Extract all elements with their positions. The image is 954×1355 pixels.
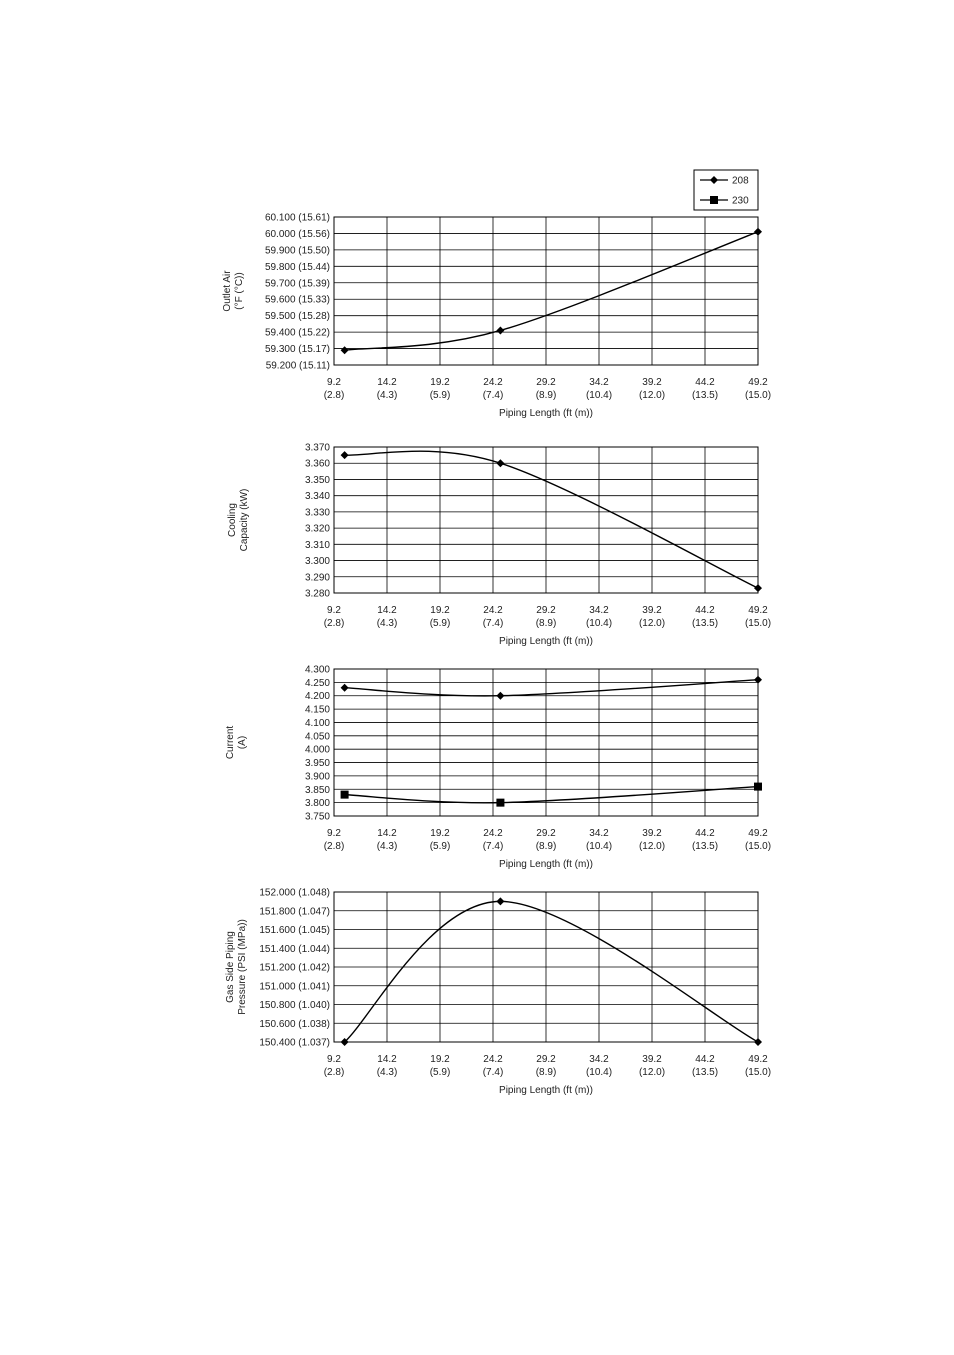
x-tick-label: 44.2 (695, 605, 715, 616)
y-tick-label: 3.280 (304, 588, 330, 600)
y-axis-label (225, 726, 248, 760)
y-tick-label: 60.000 (15.56) (264, 228, 330, 240)
y-axis-label (227, 489, 250, 552)
x-tick-sublabel: (13.5) (691, 841, 719, 852)
x-axis-label: Piping Length (ft (m)) (499, 408, 593, 419)
y-tick-label: 151.000 (1.041) (259, 981, 330, 993)
data-point (496, 459, 504, 467)
y-tick-label: 3.310 (304, 539, 330, 551)
y-axis-label-line: Cooling (227, 503, 238, 537)
y-tick-label: 4.300 (304, 664, 330, 676)
x-tick-sublabel: (2.8) (323, 618, 345, 629)
x-tick-label: 9.2 (327, 605, 341, 616)
data-point (341, 451, 349, 459)
x-tick-sublabel: (4.3) (376, 618, 398, 629)
y-tick-label: 4.050 (304, 731, 330, 743)
y-axis-label-line: Outlet Air (222, 270, 233, 312)
x-tick-sublabel: (13.5) (691, 390, 719, 401)
y-tick-label: 150.400 (1.037) (259, 1037, 330, 1049)
x-tick-sublabel: (4.3) (376, 841, 398, 852)
y-tick-label: 152.000 (1.048) (259, 887, 330, 899)
y-axis-label (222, 270, 245, 312)
legend (694, 170, 758, 210)
data-point (496, 897, 504, 905)
y-axis-label-line: (A) (237, 735, 248, 750)
y-tick-label: 3.360 (304, 458, 330, 470)
x-tick-sublabel: (13.5) (691, 618, 719, 629)
x-tick-sublabel: (15.0) (744, 1067, 772, 1078)
x-tick-sublabel: (2.8) (323, 390, 345, 401)
data-point (754, 783, 762, 791)
y-tick-label: 59.900 (15.50) (264, 245, 330, 257)
y-axis-label-line: Pressure (PSI (MPa)) (237, 919, 248, 1015)
chart-4 (225, 888, 771, 1097)
x-tick-label: 14.2 (377, 605, 397, 616)
x-tick-label: 39.2 (642, 377, 662, 388)
x-tick-sublabel: (5.9) (429, 841, 451, 852)
x-tick-sublabel: (15.0) (744, 390, 772, 401)
x-tick-sublabel: (2.8) (323, 841, 345, 852)
chart-3 (225, 665, 771, 871)
x-tick-sublabel: (10.4) (585, 618, 613, 629)
y-tick-label: 3.300 (304, 556, 330, 568)
x-tick-label: 39.2 (642, 605, 662, 616)
y-tick-label: 59.300 (15.17) (264, 344, 330, 356)
x-tick-sublabel: (12.0) (638, 390, 666, 401)
y-tick-label: 3.330 (304, 507, 330, 519)
x-tick-sublabel: (13.5) (691, 1067, 719, 1078)
x-tick-label: 39.2 (642, 828, 662, 839)
x-tick-label: 14.2 (377, 1054, 397, 1065)
x-tick-label: 29.2 (536, 828, 556, 839)
y-axis-label-line: Current (225, 725, 236, 760)
y-tick-label: 4.250 (304, 677, 330, 689)
x-tick-sublabel: (2.8) (323, 1067, 345, 1078)
x-tick-label: 24.2 (483, 828, 503, 839)
x-tick-sublabel: (5.9) (429, 390, 451, 401)
data-point (496, 799, 504, 807)
y-tick-label: 4.150 (304, 704, 330, 716)
x-axis-label: Piping Length (ft (m)) (499, 636, 593, 647)
y-tick-label: 151.800 (1.047) (259, 906, 330, 918)
x-tick-sublabel: (8.9) (535, 390, 557, 401)
y-tick-label: 59.400 (15.22) (264, 327, 330, 339)
y-tick-label: 151.200 (1.042) (259, 962, 330, 974)
x-tick-label: 49.2 (748, 1054, 768, 1065)
y-tick-label: 150.800 (1.040) (259, 1000, 330, 1011)
x-tick-sublabel: (4.3) (376, 1067, 398, 1078)
x-tick-label: 19.2 (430, 377, 450, 388)
x-tick-label: 9.2 (327, 828, 341, 839)
y-tick-label: 59.600 (15.33) (264, 294, 330, 306)
x-tick-label: 24.2 (483, 1054, 503, 1065)
x-tick-label: 29.2 (536, 377, 556, 388)
series-line-1 (345, 451, 758, 588)
y-tick-label: 3.900 (304, 771, 330, 783)
y-axis-label-line: Capacity (kW) (239, 488, 250, 552)
x-tick-label: 9.2 (327, 1054, 341, 1065)
x-tick-label: 19.2 (430, 605, 450, 616)
data-point (754, 584, 762, 592)
x-tick-sublabel: (7.4) (482, 390, 504, 401)
data-point (341, 684, 349, 692)
y-tick-label: 150.600 (1.038) (259, 1018, 330, 1030)
x-tick-label: 14.2 (377, 828, 397, 839)
y-tick-label: 3.750 (304, 811, 330, 823)
data-point (341, 791, 349, 799)
y-tick-label: 59.700 (15.39) (264, 278, 330, 290)
x-tick-sublabel: (7.4) (482, 618, 504, 629)
y-tick-label: 3.800 (304, 798, 330, 810)
chart-2 (227, 443, 771, 648)
x-tick-sublabel: (7.4) (482, 1067, 504, 1078)
x-tick-label: 9.2 (327, 377, 341, 388)
x-tick-sublabel: (5.9) (429, 1067, 451, 1078)
x-tick-label: 24.2 (483, 605, 503, 616)
y-tick-label: 4.200 (304, 691, 330, 703)
x-tick-label: 19.2 (430, 1054, 450, 1065)
y-axis-label (225, 919, 248, 1015)
x-tick-sublabel: (12.0) (638, 618, 666, 629)
x-tick-sublabel: (8.9) (535, 1067, 557, 1078)
x-tick-sublabel: (7.4) (482, 841, 504, 852)
x-tick-sublabel: (10.4) (585, 1067, 613, 1078)
y-tick-label: 59.200 (15.11) (265, 360, 330, 372)
x-tick-label: 34.2 (589, 828, 609, 839)
x-tick-sublabel: (15.0) (744, 618, 772, 629)
x-tick-label: 29.2 (536, 1054, 556, 1065)
x-tick-label: 49.2 (748, 605, 768, 616)
y-tick-label: 4.100 (304, 717, 330, 729)
x-tick-sublabel: (10.4) (585, 390, 613, 401)
y-tick-label: 59.800 (15.44) (264, 261, 330, 273)
x-tick-label: 34.2 (589, 1054, 609, 1065)
legend-marker-square (710, 196, 718, 204)
x-tick-sublabel: (10.4) (585, 841, 613, 852)
x-tick-sublabel: (8.9) (535, 841, 557, 852)
x-tick-label: 34.2 (589, 605, 609, 616)
y-tick-label: 3.340 (304, 491, 330, 503)
x-tick-label: 49.2 (748, 377, 768, 388)
series-line-1 (345, 901, 758, 1042)
y-tick-label: 151.400 (1.044) (259, 943, 330, 955)
x-tick-label: 29.2 (536, 605, 556, 616)
data-point (754, 1038, 762, 1046)
y-tick-label: 3.320 (304, 523, 330, 535)
x-tick-label: 34.2 (589, 377, 609, 388)
y-tick-label: 59.500 (15.28) (264, 311, 330, 323)
y-tick-label: 3.950 (304, 758, 330, 770)
y-tick-label: 60.100 (15.61) (264, 212, 330, 224)
x-tick-label: 49.2 (748, 828, 768, 839)
y-tick-label: 3.370 (304, 442, 330, 454)
x-tick-label: 44.2 (695, 828, 715, 839)
x-tick-label: 44.2 (695, 1054, 715, 1065)
legend-label: 208 (732, 175, 749, 187)
x-tick-sublabel: (15.0) (744, 841, 772, 852)
data-point (754, 228, 762, 236)
data-point (496, 326, 504, 334)
x-tick-label: 24.2 (483, 377, 503, 388)
y-tick-label: 3.850 (304, 784, 330, 796)
x-tick-label: 44.2 (695, 377, 715, 388)
x-tick-label: 19.2 (430, 828, 450, 839)
x-axis-label: Piping Length (ft (m)) (499, 1085, 593, 1096)
x-tick-label: 14.2 (377, 377, 397, 388)
y-tick-label: 4.000 (304, 744, 330, 756)
y-axis-label-line: (°F (°C)) (234, 272, 245, 310)
x-tick-sublabel: (5.9) (429, 618, 451, 629)
data-point (341, 346, 349, 354)
x-tick-label: 39.2 (642, 1054, 662, 1065)
data-point (496, 692, 504, 700)
chart-1 (222, 213, 771, 420)
x-tick-sublabel: (12.0) (638, 1067, 666, 1078)
y-tick-label: 151.600 (1.045) (259, 925, 330, 936)
y-tick-label: 3.350 (304, 474, 330, 486)
y-axis-label-line: Gas Side Piping (225, 931, 236, 1003)
x-tick-sublabel: (12.0) (638, 841, 666, 852)
y-tick-label: 3.290 (304, 572, 330, 584)
x-tick-sublabel: (4.3) (376, 390, 398, 401)
x-axis-label: Piping Length (ft (m)) (499, 859, 593, 870)
legend-label: 230 (732, 195, 749, 207)
x-tick-sublabel: (8.9) (535, 618, 557, 629)
